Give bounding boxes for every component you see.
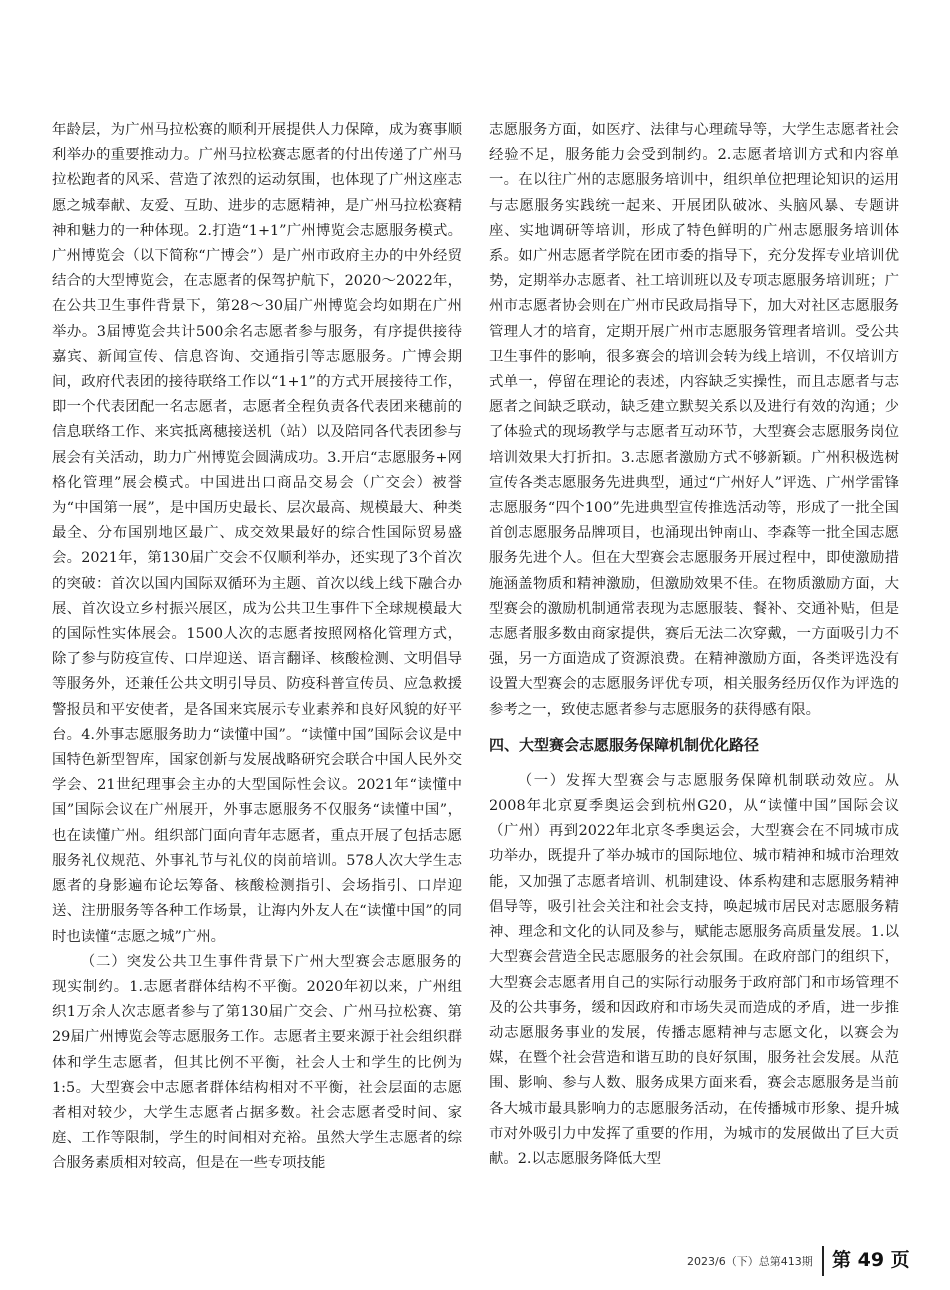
left-paragraph-1: 年龄层，为广州马拉松赛的顺利开展提供人力保障，成为赛事顺利举办的重要推动力。广州马拉松赛志愿者的付出传递了广州马拉松跑者的风采、营造了浓烈的运动氛围，也体现了广州这座志愿之城奉献、友爱、互助、进步的志愿精神，是广州马拉松赛精神和魅力的一种体现。2.打造“1+1”广州博览会志愿服务模式。广州博览会（以下简称“广博会”）是广州市政府主办的中外经贸结合的大型博览会，在志愿者的保驾护航下，2020～2022年，在公共卫生事件背景下，第28～30届广州博览会均如期在广州举办。3届博览会共计500余名志愿者参与服务，有序提供接待嘉宾、新闻宣传、信息咨询、交通指引等志愿服务。广博会期间，政府代表团的接待联络工作以“1+1”的方式开展接待工作，即一个代表团配一名志愿者，志愿者全程负责各代表团来穗前的信息联络工作、来宾抵离穗接送机（站）以及陪同各代表团参与展会有关活动，助力广州博览会圆满成功。3.开启“志愿服务+网格化管理”展会模式。中国进出口商品交易会（广交会）被誉为“中国第一展”，是中国历史最长、层次最高、规模最大、种类最全、分布国别地区最广、成交效果最好的综合性国际贸易盛会。2021年，第130届广交会不仅顺利举办，还实现了3个首次的突破：首次以国内国际双循环为主题、首次以线上线下融合办展、首次设立乡村振兴展区，成为公共卫生事件下全球规模最大的国际性实体展会。1500人次的志愿者按照网格化管理方式，除了参与防疫宣传、口岸迎送、语言翻译、核酸检测、文明倡导等服务外，还兼任公共文明引导员、防疫科普宣传员、应急救援警报员和平安使者，是各国来宾展示专业素养和良好风貌的好平台。4.外事志愿服务助力“读懂中国”。“读懂中国”国际会议是中国特色新型智库，国家创新与发展战略研究会联合中国人民外交学会、21世纪理事会主办的大型国际性会议。2021年“读懂中国”国际会议在广州展开，外事志愿服务不仅服务“读懂中国”，也在读懂广州。组织部门面向青年志愿者，重点开展了包括志愿服务礼仪规范、外事礼节与礼仪的岗前培训。578人次大学生志愿者的身影遍布论坛筹备、核酸检测指引、会场指引、口岸迎送、注册服务等各种工作场景，让海内外友人在“读懂中国”的同时也读懂“志愿之城”广州。 xyxy=(52,122,462,945)
subsection-heading-2: （二）突发公共卫生事件背景下广州大型赛会志愿服务的现实制约。 xyxy=(52,953,462,995)
right-column xyxy=(489,118,899,1172)
left-paragraph-2-body: 1.志愿者群体结构不平衡。2020年初以来，广州组织1万余人次志愿者参与了第130届广交会、广州马拉松赛、第29届广州博览会等志愿服务工作。志愿者主要来源于社会组织群体和学生志愿者，但其比例不平衡，社会人士和学生的比例为1:5。大型赛会中志愿者群体结构相对不平衡，社会层面的志愿者相对较少，大学生志愿者占据多数。社会志愿者受时间、家庭、工作等限制，学生的时间相对充裕。虽然大学生志愿者的综合服务素质相对较高，但是在一些专项技能 xyxy=(52,978,462,1172)
subsection-heading-1: （一）发挥大型赛会与志愿服务保障机制联动效应。 xyxy=(517,772,885,789)
page-footer xyxy=(0,1240,950,1290)
section-title: 四、大型赛会志愿服务保障机制优化路径 xyxy=(489,735,760,754)
page-number: 第 49 页 xyxy=(832,1249,910,1271)
left-column xyxy=(52,118,462,1177)
issue-info: 2023/6（下）总第413期 xyxy=(687,1255,813,1268)
right-paragraph-1: 志愿服务方面，如医疗、法律与心理疏导等，大学生志愿者社会经验不足，服务能力会受到制约。2.志愿者培训方式和内容单一。在以往广州的志愿服务培训中，组织单位把理论知识的运用与志愿服务实践统一起来、开展团队破冰、头脑风暴、专题讲座、实地调研等培训，形成了特色鲜明的广州志愿服务培训体系。如广州志愿者学院在团市委的指导下，充分发挥专业培训优势，定期举办志愿者、社工培训班以及专项志愿服务培训班；广州市志愿者协会则在广州市民政局指导下，加大对社区志愿服务管理人才的培育，定期开展广州市志愿服务管理者培训。受公共卫生事件的影响，很多赛会的培训会转为线上培训，不仅培训方式单一，停留在理论的表述，内容缺乏实操性，而且志愿者与志愿者之间缺乏联动，缺乏建立默契关系以及进行有效的沟通；少了体验式的现场教学与志愿者互动环节，大型赛会志愿服务岗位培训效果大打折扣。3.志愿者激励方式不够新颖。广州积极选树宣传各类志愿服务先进典型，通过“广州好人”评选、广州学雷锋志愿服务“四个100”先进典型宣传推选活动等，形成了一批全国首创志愿服务品牌项目，也涌现出钟南山、李森等一批全国志愿服务先进个人。但在大型赛会志愿服务开展过程中，即使激励措施涵盖物质和精神激励，但激励效果不佳。在物质激励方面，大型赛会的激励机制通常表现为志愿服装、餐补、交通补贴，但是志愿者服多数由商家提供，赛后无法二次穿戴，一方面吸引力不强，另一方面造成了资源浪费。在精神激励方面，各类评选没有设置大型赛会的志愿服务评优专项，相关服务经历仅作为评选的参考之一，致使志愿者参与志愿服务的获得感有限。 xyxy=(489,122,899,718)
right-paragraph-2 xyxy=(489,769,899,1172)
right-paragraph-2-body: 从2008年北京夏季奥运会到杭州G20，从“读懂中国”国际会议（广州）再到2022年北京冬季奥运会，大型赛会在不同城市成功举办，既提升了举办城市的国际地位、城市精神和城市治理效能，又加强了志愿者培训、机制建设、体系构建和志愿服务精神倡导等，吸引社会关注和社会支持，唤起城市居民对志愿服务精神、理念和文化的认同及参与，赋能志愿服务高质量发展。1.以大型赛会营造全民志愿服务的社会氛围。在政府部门的组织下，大型赛会志愿者用自己的实际行动服务于政府部门和市场管理不及的公共事务，缓和因政府和市场失灵而造成的矛盾，进一步推动志愿服务事业的发展，传播志愿精神与志愿文化，以赛会为媒，在暨个社会营造和谐互助的良好氛围，服务社会发展。从范围、影响、参与人数、服务成果方面来看，赛会志愿服务是当前各大城市最具影响力的志愿服务活动，在传播城市形象、提升城市对外吸引力中发挥了重要的作用，为城市的发展做出了巨大贡献。2.以志愿服务降低大型 xyxy=(489,772,899,1167)
footer-divider xyxy=(822,1246,824,1276)
left-paragraph-2 xyxy=(52,950,462,1177)
